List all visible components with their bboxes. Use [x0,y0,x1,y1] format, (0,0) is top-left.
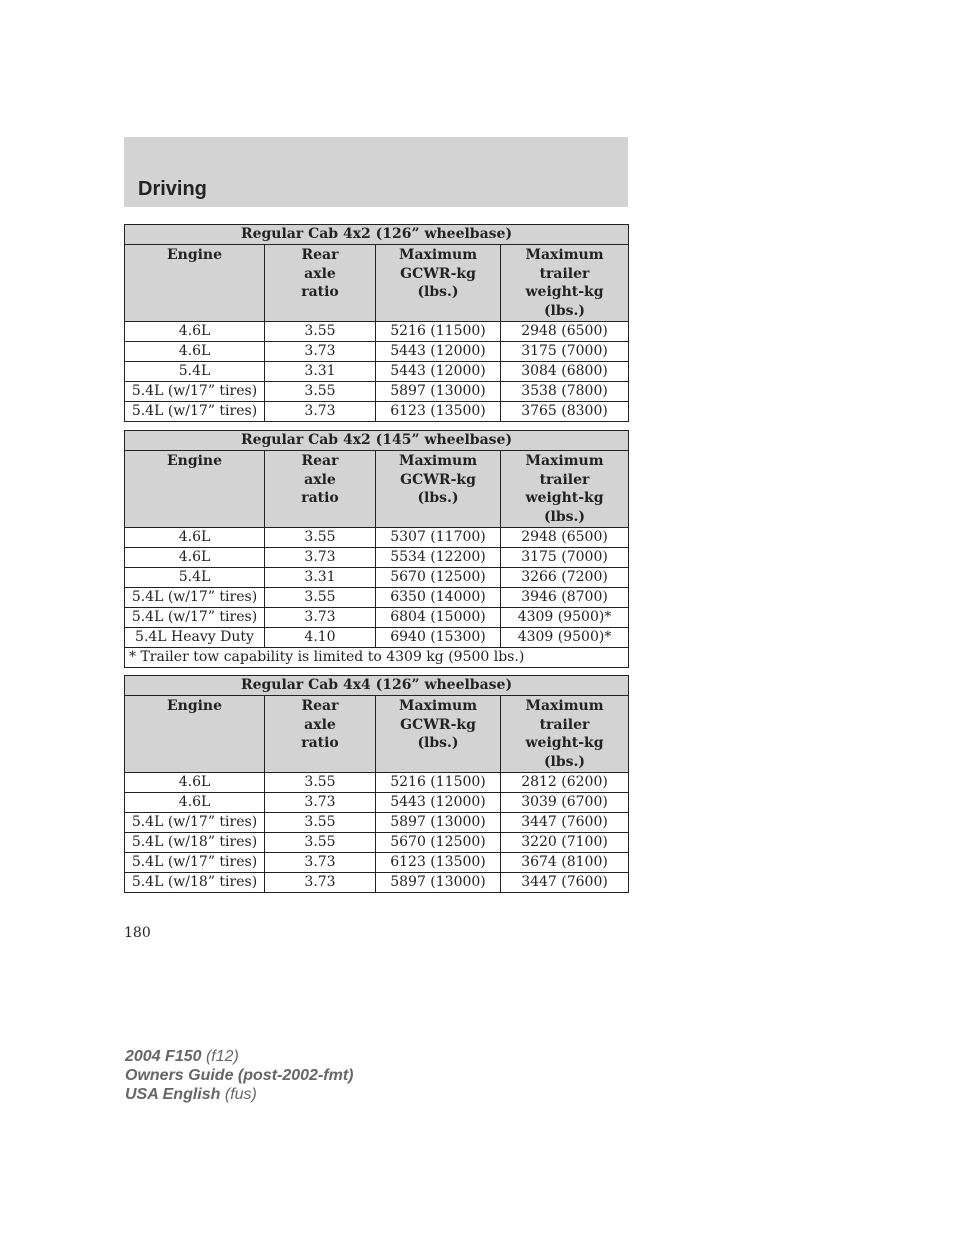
cell-axle-ratio: 3.55 [265,813,376,833]
table-row [125,342,629,362]
cell-trailer-weight: 3447 (7600) [501,873,629,893]
cell-gcwr: 6940 (15300) [376,628,501,648]
table-caption-row [125,431,629,451]
table-row [125,873,629,893]
cell-axle-ratio: 3.55 [265,773,376,793]
cell-gcwr: 5307 (11700) [376,528,501,548]
table-row [125,853,629,873]
cell-engine: 5.4L [125,568,265,588]
cell-engine: 5.4L Heavy Duty [125,628,265,648]
cell-trailer-weight: 3447 (7600) [501,813,629,833]
cell-gcwr: 6804 (15000) [376,608,501,628]
cell-engine: 4.6L [125,322,265,342]
cell-gcwr: 5670 (12500) [376,833,501,853]
table-row [125,322,629,342]
cell-trailer-weight: 3084 (6800) [501,362,629,382]
cell-engine: 4.6L [125,528,265,548]
table-row [125,568,629,588]
footer-line-guide [125,1066,353,1085]
cell-axle-ratio: 3.73 [265,342,376,362]
column-header-engine: Engine [125,245,265,322]
table-row [125,588,629,608]
table-footnote: * Trailer tow capability is limited to 4309 kg (9500 lbs.) [125,648,629,668]
cell-engine: 5.4L (w/17” tires) [125,382,265,402]
footer-model: 2004 F150 [125,1048,202,1065]
cell-gcwr: 5534 (12200) [376,548,501,568]
cell-gcwr: 5670 (12500) [376,568,501,588]
cell-engine: 4.6L [125,342,265,362]
cell-axle-ratio: 3.73 [265,873,376,893]
table-row [125,813,629,833]
table-row [125,833,629,853]
cell-gcwr: 5897 (13000) [376,382,501,402]
cell-axle-ratio: 3.55 [265,382,376,402]
column-header-gcwr: Maximum GCWR-kg (lbs.) [376,451,501,528]
cell-axle-ratio: 3.73 [265,853,376,873]
footer-line-language [125,1085,353,1104]
cell-trailer-weight: 4309 (9500)* [501,628,629,648]
cell-axle-ratio: 3.31 [265,362,376,382]
column-header-gcwr: Maximum GCWR-kg (lbs.) [376,245,501,322]
cell-engine: 5.4L (w/17” tires) [125,813,265,833]
cell-engine: 4.6L [125,548,265,568]
cell-axle-ratio: 3.55 [265,322,376,342]
cell-gcwr: 5897 (13000) [376,873,501,893]
table-row [125,548,629,568]
cell-gcwr: 5897 (13000) [376,813,501,833]
cell-trailer-weight: 2948 (6500) [501,322,629,342]
cell-engine: 5.4L (w/17” tires) [125,853,265,873]
cell-axle-ratio: 3.55 [265,528,376,548]
footer-line-model [125,1047,353,1066]
column-header-axle-ratio: Rear axle ratio [265,451,376,528]
table-header-row [125,451,629,528]
cell-axle-ratio: 3.31 [265,568,376,588]
table-caption-row [125,676,629,696]
cell-engine: 5.4L (w/17” tires) [125,402,265,422]
cell-axle-ratio: 3.73 [265,793,376,813]
towing-table-regular-cab-4x4-126 [124,675,629,893]
cell-trailer-weight: 2948 (6500) [501,528,629,548]
column-header-trailer-weight: Maximum trailer weight-kg (lbs.) [501,696,629,773]
table-row [125,382,629,402]
cell-axle-ratio: 3.73 [265,548,376,568]
cell-gcwr: 6123 (13500) [376,853,501,873]
footer-language: USA English [125,1086,221,1103]
column-header-trailer-weight: Maximum trailer weight-kg (lbs.) [501,451,629,528]
cell-axle-ratio: 3.55 [265,833,376,853]
footer-guide: Owners Guide (post-2002-fmt) [125,1067,354,1084]
footer-model-code: (f12) [205,1048,239,1065]
cell-engine: 4.6L [125,773,265,793]
column-header-axle-ratio: Rear axle ratio [265,245,376,322]
cell-trailer-weight: 3266 (7200) [501,568,629,588]
cell-trailer-weight: 4309 (9500)* [501,608,629,628]
cell-engine: 5.4L (w/18” tires) [125,833,265,853]
column-header-engine: Engine [125,451,265,528]
table-row [125,793,629,813]
cell-axle-ratio: 3.55 [265,588,376,608]
table-row [125,402,629,422]
cell-trailer-weight: 3538 (7800) [501,382,629,402]
table-header-row [125,245,629,322]
cell-engine: 5.4L (w/17” tires) [125,588,265,608]
table-note-row [125,648,629,668]
cell-trailer-weight: 3220 (7100) [501,833,629,853]
cell-engine: 5.4L [125,362,265,382]
cell-axle-ratio: 3.73 [265,608,376,628]
cell-trailer-weight: 3765 (8300) [501,402,629,422]
cell-gcwr: 6350 (14000) [376,588,501,608]
table-caption-row [125,225,629,245]
table-header-row [125,696,629,773]
cell-gcwr: 5216 (11500) [376,773,501,793]
table-caption: Regular Cab 4x2 (145” wheelbase) [125,431,629,451]
table-row [125,773,629,793]
cell-axle-ratio: 3.73 [265,402,376,422]
table-row [125,362,629,382]
table-row [125,608,629,628]
towing-table-regular-cab-4x2-126 [124,224,629,422]
towing-table-regular-cab-4x2-145 [124,430,629,668]
cell-gcwr: 6123 (13500) [376,402,501,422]
cell-engine: 4.6L [125,793,265,813]
cell-trailer-weight: 3946 (8700) [501,588,629,608]
cell-gcwr: 5216 (11500) [376,322,501,342]
cell-trailer-weight: 3175 (7000) [501,342,629,362]
cell-engine: 5.4L (w/18” tires) [125,873,265,893]
table-row [125,528,629,548]
section-header-band [124,137,628,207]
cell-trailer-weight: 3039 (6700) [501,793,629,813]
table-caption: Regular Cab 4x2 (126” wheelbase) [125,225,629,245]
page-number: 180 [124,925,151,941]
document-footer [125,1047,353,1104]
column-header-trailer-weight: Maximum trailer weight-kg (lbs.) [501,245,629,322]
column-header-engine: Engine [125,696,265,773]
cell-gcwr: 5443 (12000) [376,793,501,813]
table-caption: Regular Cab 4x4 (126” wheelbase) [125,676,629,696]
cell-axle-ratio: 4.10 [265,628,376,648]
cell-trailer-weight: 2812 (6200) [501,773,629,793]
cell-gcwr: 5443 (12000) [376,342,501,362]
cell-trailer-weight: 3674 (8100) [501,853,629,873]
section-title: Driving [138,178,207,200]
cell-engine: 5.4L (w/17” tires) [125,608,265,628]
cell-gcwr: 5443 (12000) [376,362,501,382]
column-header-gcwr: Maximum GCWR-kg (lbs.) [376,696,501,773]
cell-trailer-weight: 3175 (7000) [501,548,629,568]
column-header-axle-ratio: Rear axle ratio [265,696,376,773]
footer-language-code: (fus) [224,1086,257,1103]
table-row [125,628,629,648]
